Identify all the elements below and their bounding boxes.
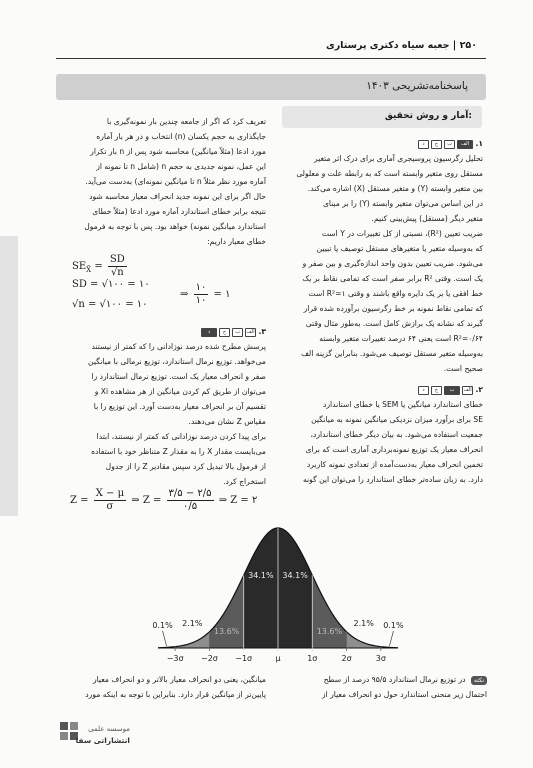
q2-line: تخمین انحراف معیار به‌دست‌آمده از تعدادی نمونه کاربرد [306,460,483,469]
intro-line: مورد ادعا (مثلاً میانگین) محاسبه شود پس از n بار تکرار [90,147,266,156]
page-number: ۲۵۰ [459,40,477,51]
q3-line: برای پیدا کردن درصد نوزادانی که کمتر از نیستند، ابتدا [96,432,266,441]
tag-dal: د [201,328,217,337]
q1-line: بین متغیر وابسته (Y) و متغیر مستقل (X) اشاره می‌کند. [307,184,483,193]
q3-line: از فرمول بالا تبدیل کرد سپس مقادیر Z را از جدول [105,462,266,471]
section-title: آمار و روش تحقیق: [384,111,472,121]
segment-percent-label: 34.1% [282,571,308,580]
book-title: جعبه سیاه دکتری پرستاری [325,40,450,51]
q3-number: ۳. [258,327,266,336]
question-3 [56,324,266,489]
formula-z: Z = $\frac{X - \mu}{\sigma}$ ⇒ Z = $\frac{۳/۵ - ۲/۵}{۰/۵}$ ⇒ Z = ۲ [70,488,258,512]
tag-be: ب [232,328,243,337]
q3-line: مقیاس Z نشان می‌دهند. [188,417,266,426]
q2-header [278,382,483,397]
intro-line: حال اگر برای این نمونه جدید انحراف معیار محاسبه شود [89,192,266,201]
q2-line: جمعیت استفاده می‌شود. به بیان دیگر خطای استاندارد، [310,430,483,439]
q2-line: انحراف معیار یک توزیع نمونه‌برداری آماری است که برای [305,445,483,454]
q3-line: می‌بایست مقدار X را به مقدار Z متناظر خود با استفاده [91,447,266,456]
intro-line: خطای معیار داریم: [207,237,266,246]
tail-leader-line [163,631,167,646]
segment-percent-label: 34.1% [248,571,274,580]
q1-number: ۱. [475,139,483,148]
q1-line: می‌شود. ضریب تعیین بدون واحد اندازه‌گیری و بین صفر و [302,259,483,268]
note-line-1: در توزیع نرمال استاندارد ۹۵/۵ درصد از سطح [323,675,466,684]
tag-be: ب [444,140,455,149]
segment-area [278,528,312,648]
q1-line: متغیر دیگر (مستقل) پیش‌بینی کنیم. [371,214,483,223]
q1-line: گیرند که نشانه یک برازش کامل است. به‌طور مثال وقتی [305,319,483,328]
left-column-intro [56,114,266,249]
banner-title: پاسخنامه‌تشریحی ۱۴۰۳ [366,80,468,92]
x-tick-label: −3σ [166,654,184,663]
note-badge: نکته [471,676,487,685]
formula-sd: SD = √۱۰۰ = ۱۰ [72,279,150,290]
publisher-logo-graphic [60,720,132,750]
intro-line: آماره مورد نظر مثلاً n تا میانگین نمونه‌ای) به‌دست می‌آید. [85,177,266,186]
segment-percent-label: 13.6% [213,627,240,636]
intro-line: نتیجه برابر خطای استاندارد آماره مورد ادعا (مثلاً خطای [92,207,266,216]
formula-se: $SE_{X̄}$ = $\frac{SD}{√n}$ [72,254,125,278]
section-banner [56,74,486,100]
segment-percent-label: 2.1% [182,619,203,628]
running-header [326,40,477,51]
tag-alef: الف [246,328,255,335]
x-tick-label: 2σ [341,654,352,663]
segment-percent-label: 13.6% [316,627,343,636]
q3-header [56,324,266,339]
segment-percent-label: 2.1% [353,619,374,628]
tag-jim: ج [219,328,230,337]
edge-tab [0,236,18,516]
q3-line: صفر و انحراف معیار یک است. توزیع نرمال استاندارد را [91,372,266,381]
q1-line: که به‌وسیله متغیر یا متغیرهای مستقل توصیف یا تبیین [316,244,483,253]
q3-line: می‌توان از طریق کم کردن میانگین از هر مشاهده Xi و [94,387,266,396]
q1-line: صحیح است. [443,364,483,373]
segment-area [244,528,278,648]
tag-jim: ج [431,386,442,395]
right-column [278,136,483,487]
tag-dal: د [418,386,429,395]
q1-line: یک است. وقتی R² برابر صفر است که تمامی نقاط بر یک [302,274,483,283]
q2-line: دارد. به زبان ساده‌تر خطای استاندارد را می‌توان این گونه [302,475,483,484]
q1-line: ضریب تعیین (R²)، نسبتی از کل تغییرات در Y است [321,229,483,238]
header-rule [56,58,486,59]
q3-line: تقسیم آن بر انحراف معیار به‌دست آورد. این توزیع را با [93,402,266,411]
normal-distribution-chart [140,520,415,670]
section-header-box [282,106,482,128]
note-line [282,672,487,687]
logo-line-1: موسسه علمی [88,725,130,733]
q2-line: SE برای برآورد میزان نزدیکی میانگین نمونه به میانگین [311,415,483,424]
q2-option-tags [418,386,473,395]
tail-percent-label: 0.1% [383,621,404,630]
q3-line: استخراج کرد. [223,477,266,486]
intro-line: استاندارد میانگین نمونه) خواهد بود. پس با توجه به فرمول [84,222,266,231]
x-tick-label: 1σ [307,654,318,663]
tail-leader-line [389,631,393,646]
question-1 [278,136,483,376]
formula-ratio: ⇒ $\frac{۱۰}{۱۰}$ = ۱ [180,282,231,306]
q1-line: R²=۰/۶۴ است یعنی ۶۴ درصد تغییرات متغیر وابسته [319,334,483,343]
bottom-note-left [56,672,266,702]
q1-option-tags [418,140,473,149]
q1-line: به‌وسیله متغیر مستقل توصیف می‌شود. بنابراین گزینه الف [301,349,483,358]
tag-be: ب [444,386,460,395]
logo-line-2: انتشاراتی سفا [75,736,130,745]
tag-dal: د [418,140,429,149]
tail-percent-label: 0.1% [152,621,173,630]
header-separator: | [452,40,457,51]
tag-alef: الف [457,140,473,149]
intro-line: جایگذاری به حجم یکسان (n) انتخاب و در هر بار آماره [96,132,266,141]
publisher-logo [60,720,132,750]
x-tick-label: μ [275,654,281,663]
x-tick-label: −1σ [235,654,253,663]
q1-line: که تمامی نقاط نمونه بر خط رگرسیون برآورده شده قرار [303,304,483,313]
q3-line: پرسش مطرح شده درصد نوزادانی را که کمتر از نیستند [91,342,266,351]
q3-option-tags [201,328,256,337]
bottom-note-right [282,672,487,702]
q2-number: ۲. [475,385,483,394]
q1-header [278,136,483,151]
x-tick-label: 3σ [375,654,386,663]
question-2 [278,382,483,487]
note-left-line: میانگین، یعنی دو انحراف معیار بالاتر و دو انحراف معیار [92,675,266,684]
note-line-2: احتمال زیر منحنی استاندارد حول دو انحراف معیار از [321,690,487,699]
tag-alef: الف [463,386,472,393]
formula-sqrt-n: √n = √۱۰۰ = ۱۰ [72,299,148,310]
intro-line: این عمل، نمونه جدیدی به حجم n (شامل n تا نمونه از [96,162,266,171]
intro-line: تعریف کرد که اگر از جامعه چندین بار نمونه‌گیری با [106,117,266,126]
note-left-line: پایین‌تر از میانگین قرار دارد. بنابراین با توجه به اینکه مورد [85,690,266,699]
q1-line: خط افقی یا بر یک دایره واقع باشند و وقتی R²=۱ است [308,289,483,298]
q1-line: در این اساس می‌توان متغیر وابسته (Y) را بر مبنای [322,199,483,208]
q2-line: خطای استاندارد میانگین یا SEM یا خطای استاندارد [322,400,483,409]
x-tick-label: −2σ [200,654,218,663]
q3-line: می‌خواهد. توزیع نرمال استاندارد، توزیع نرمالی با میانگین [88,357,266,366]
q1-line: تحلیل رگرسیون پروسیجری آماری برای درک اثر متغیر [314,154,483,163]
tag-jim: ج [431,140,442,149]
q1-line: مستقل روی متغیر وابسته است که به رابطه علت و معلولی [296,169,483,178]
